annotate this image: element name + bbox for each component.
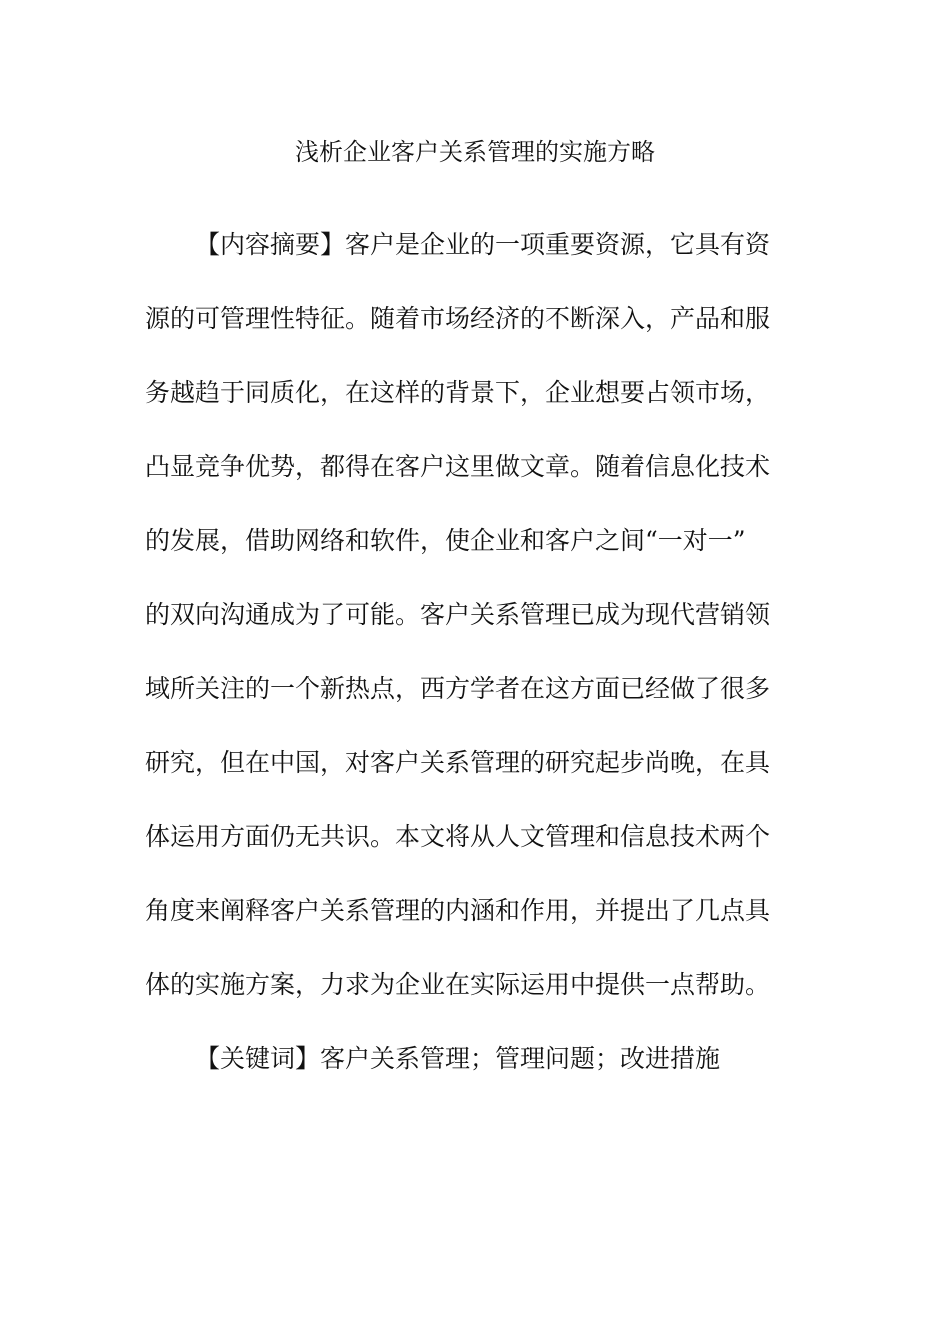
abstract-line-4: 凸显竞争优势，都得在客户这里做文章。随着信息化技术 — [145, 452, 771, 481]
abstract-line-5: 的发展，借助网络和软件，使企业和客户之间“一对一” — [145, 526, 746, 555]
abstract-paragraph — [145, 208, 785, 1022]
document-title: 浅析企业客户关系管理的实施方略 — [295, 138, 655, 166]
abstract-line-11: 体的实施方案，力求为企业在实际运用中提供一点帮助。 — [145, 970, 771, 999]
abstract-line-7: 域所关注的一个新热点，西方学者在这方面已经做了很多 — [145, 674, 771, 703]
abstract-line-3: 务越趋于同质化，在这样的背景下，企业想要占领市场， — [145, 378, 771, 407]
abstract-line-6: 的双向沟通成为了可能。客户关系管理已成为现代营销领 — [145, 600, 771, 629]
keywords-label: 【关键词】 — [195, 1044, 321, 1073]
abstract-label: 【内容摘要】 — [195, 230, 346, 259]
abstract-line-10: 角度来阐释客户关系管理的内涵和作用，并提出了几点具 — [145, 896, 771, 925]
keywords-text: 客户关系管理；管理问题；改进措施 — [320, 1044, 721, 1073]
abstract-line-9: 体运用方面仍无共识。本文将从人文管理和信息技术两个 — [145, 822, 771, 851]
abstract-line-1 — [145, 208, 785, 282]
abstract-line-8: 研究，但在中国，对客户关系管理的研究起步尚晚，在具 — [145, 748, 771, 777]
abstract-text: 客户是企业的一项重要资源，它具有资 — [345, 230, 771, 259]
abstract-line-2: 源的可管理性特征。随着市场经济的不断深入，产品和服 — [145, 304, 771, 333]
keywords-line — [195, 1037, 795, 1081]
